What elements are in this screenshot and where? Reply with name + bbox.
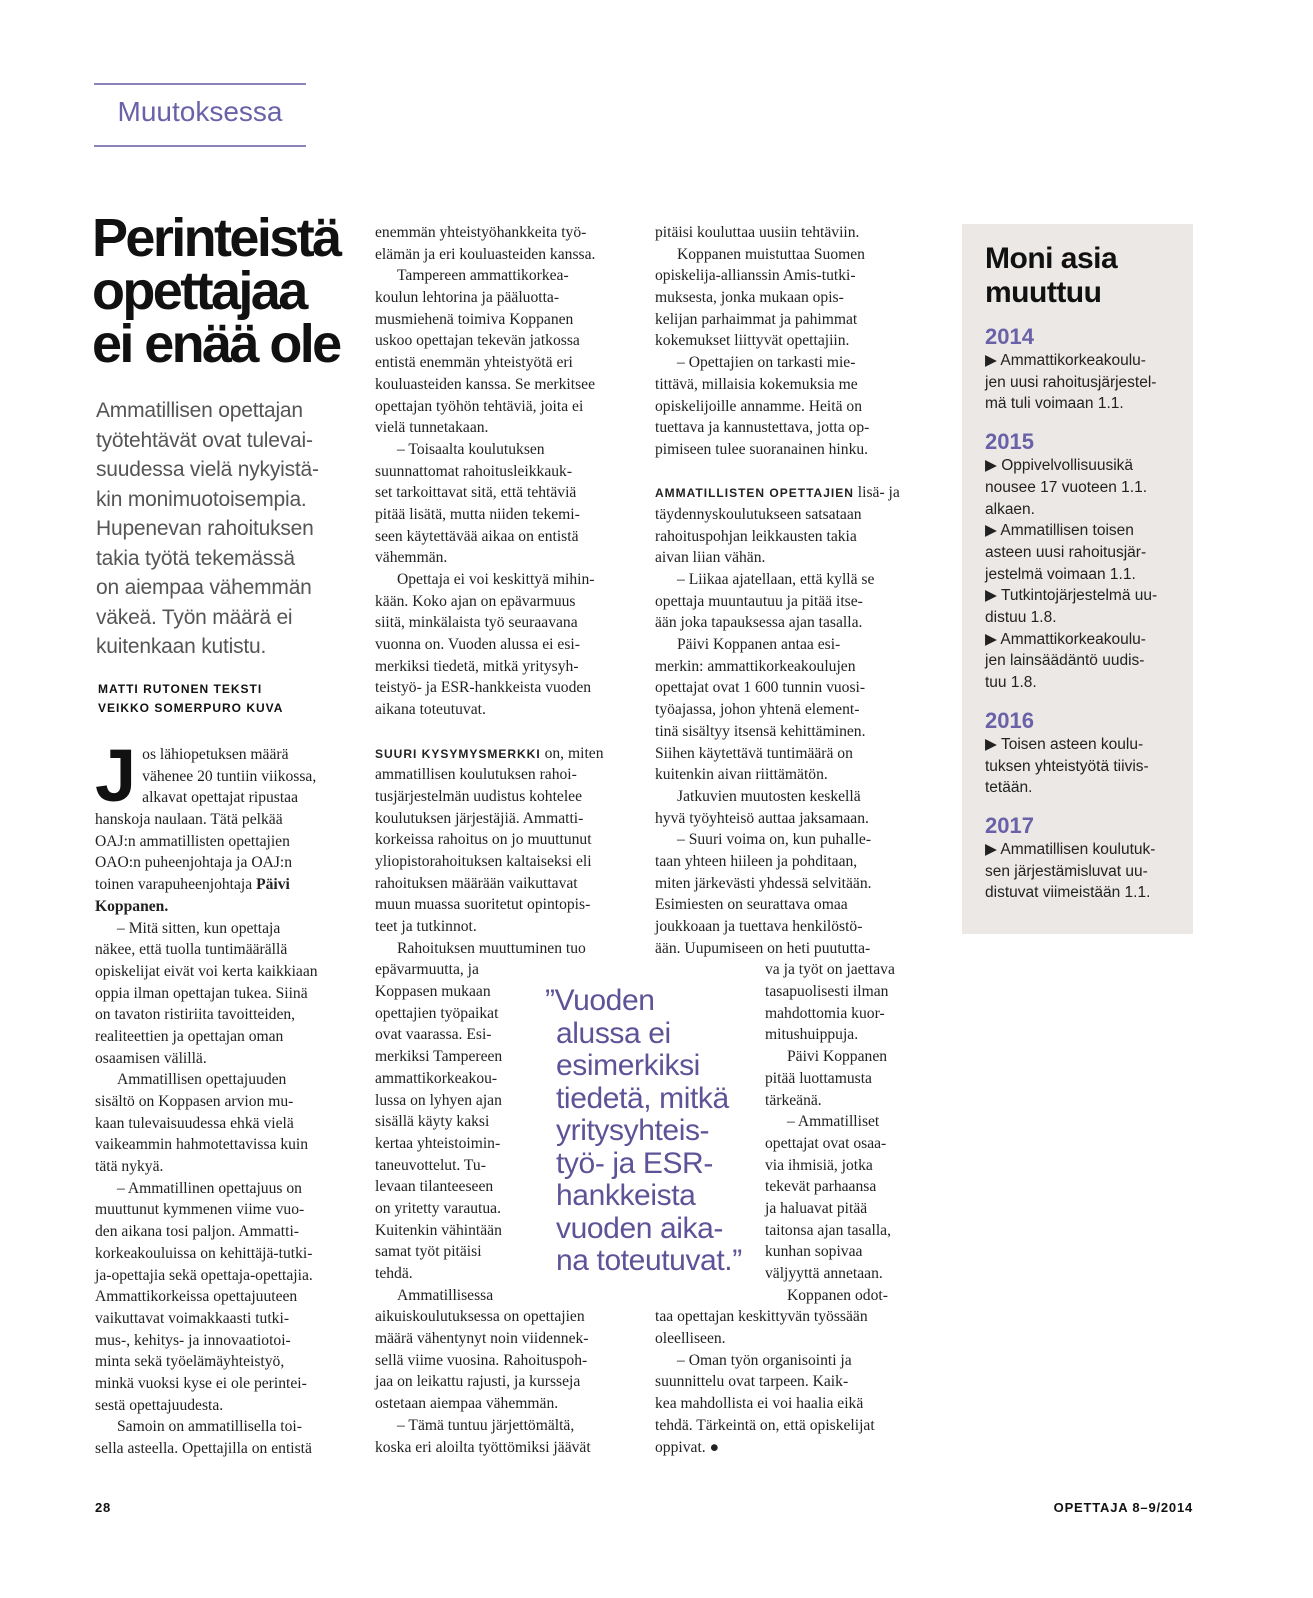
text-line: kään. Koko ajan on epävarmuus — [375, 592, 576, 610]
headline-line: Perinteistä — [92, 208, 340, 268]
text-line: aikuiskoulutuksessa on opettajien — [375, 1308, 585, 1326]
text-line: Koppanen muistuttaa Suomen — [677, 245, 865, 263]
timeline-item-line: distuvat viimeistään 1.1. — [985, 884, 1151, 902]
text-line: korkeissa rahoitus on jo muuttunut — [375, 831, 592, 849]
text-line: muun muassa suoritetut opintopis- — [375, 896, 591, 914]
text-line: koulun lehtorina ja pääluotta- — [375, 289, 560, 307]
headline — [92, 208, 340, 374]
lead-line: kin monimuotoisempia. — [96, 487, 307, 511]
text-line: taitonsa ajan tasalla, — [765, 1221, 891, 1239]
text-line: rahoituksen määrään vaikuttavat — [375, 874, 578, 892]
text-line: taneuvottelut. Tu- — [375, 1156, 486, 1174]
narrow-text-block — [375, 959, 525, 1306]
text-line: kuitenkin aivan riittämätön. — [655, 766, 828, 784]
text-line: enemmän yhteistyöhankkeita työ- — [375, 224, 587, 241]
paragraph — [765, 1285, 915, 1307]
paragraph — [95, 1069, 353, 1177]
text-line: korkeakouluissa on kehittäjä-tutki- — [95, 1244, 313, 1262]
paragraph — [655, 482, 913, 569]
text-line: opettajat ovat 1 600 tunnin vuosi- — [655, 679, 866, 697]
text-line: tuettava ja kannustettava, jotta op- — [655, 419, 870, 437]
timeline-year: 2017 — [985, 812, 1034, 838]
page-number: 28 — [95, 1500, 112, 1515]
bold-name: Päivi — [256, 876, 290, 894]
text-line: taan yhteen hiileen ja pohditaan, — [655, 852, 858, 870]
timeline-item — [985, 350, 1181, 415]
headline-line: opettajaa — [92, 261, 306, 321]
timeline-item — [985, 734, 1181, 799]
text-line: OAO:n puheenjohtaja ja OAJ:n — [95, 854, 293, 872]
text-line: minkä vuoksi kyse ei ole perintei- — [95, 1374, 307, 1392]
text-line: – Ammatillinen opettajuus on — [117, 1179, 302, 1197]
text-line: kaan tulevaisuudessa ehkä vielä — [95, 1114, 294, 1132]
text-line: oppia ilman opettajan tukea. Siinä — [95, 984, 308, 1002]
text-line: Ammatillisessa — [397, 1286, 494, 1304]
text-line: tekevät parhaansa — [765, 1178, 877, 1196]
article-column-1 — [95, 734, 353, 1460]
text-block — [375, 222, 633, 959]
text-line: Opettaja ei voi keskittyä mihin- — [397, 571, 595, 588]
text-line: – Oman työn organisointi ja — [677, 1351, 852, 1369]
timeline-item — [985, 585, 1181, 628]
text-line: tinä sisältyy itsensä kehittäminen. — [655, 722, 866, 740]
paragraph — [765, 1111, 915, 1285]
text-line: jaa on leikattu rajusti, ja kursseja — [375, 1373, 581, 1391]
paragraph — [375, 743, 633, 938]
text-line: sellä viime vuosina. Rahoituspoh- — [375, 1351, 588, 1369]
text-line: sestä opettajuudesta. — [95, 1396, 224, 1414]
byline-writer: MATTI RUTONEN TEKSTI — [98, 682, 263, 696]
text-line: kunhan sopivaa — [765, 1243, 863, 1261]
timeline-item-line: ▶ Toisen asteen koulu- — [985, 735, 1144, 753]
text-line: levaan tilanteeseen — [375, 1178, 494, 1196]
text-line: osaamisen välillä. — [95, 1049, 207, 1067]
text-block — [655, 1306, 913, 1458]
text-line: – Tämä tuntuu järjettömältä, — [397, 1416, 575, 1434]
text-line: on yritetty varautua. — [375, 1199, 502, 1217]
text-line: mus-, kehitys- ja innovaatiotoi- — [95, 1331, 291, 1349]
text-line: os lähiopetuksen määrä — [142, 746, 289, 763]
paragraph — [375, 1415, 633, 1458]
paragraph — [655, 786, 913, 829]
text-line: Ammattikorkeissa opettajuuteen — [95, 1288, 298, 1306]
timeline-item-line: mä tuli voimaan 1.1. — [985, 395, 1124, 413]
text-line: merkiksi tiedetä, mitkä yritysyh- — [375, 657, 579, 675]
pull-quote — [545, 985, 742, 1278]
text-line: pitäisi kouluttaa uusiin tehtäviin. — [655, 224, 860, 241]
text-line: opiskelija-allianssin Amis-tutki- — [655, 267, 856, 285]
text-line: toinen varapuheenjohtaja Päivi — [95, 876, 290, 894]
text-line: ään joka tapauksessa ajan tasalla. — [655, 614, 863, 632]
timeline-item-line: ▶ Ammatillisen koulutuk- — [985, 840, 1156, 858]
drop-cap: J — [95, 734, 137, 817]
text-line: tätä nykyä. — [95, 1158, 164, 1176]
text-line: vaikuttavat voimakkaasti tutki- — [95, 1309, 290, 1327]
pull-quote-line: ”Vuoden — [545, 984, 655, 1017]
text-line: sisällä käyty kaksi — [375, 1113, 490, 1131]
text-line: opettajat ovat osaa- — [765, 1134, 887, 1152]
text-line: oppivat. ● — [655, 1438, 719, 1456]
text-line: miten järkevästi yhdessä selvitään. — [655, 874, 872, 892]
text-line — [95, 896, 353, 918]
text-line: Rahoituksen muuttuminen tuo — [397, 939, 586, 957]
text-block — [655, 222, 913, 959]
bold-name: Koppanen. — [95, 897, 169, 915]
timeline-item-line: distuu 1.8. — [985, 609, 1057, 627]
text-line: täydennyskoulutukseen satsataan — [655, 505, 862, 523]
text-line: den aikana tosi paljon. Ammatti- — [95, 1223, 299, 1241]
text-line: sisältö on Koppasen arvion mu- — [95, 1093, 294, 1110]
text-line: Päivi Koppanen — [787, 1048, 888, 1066]
paragraph — [655, 352, 913, 460]
text-line: aikana toteutuvat. — [375, 701, 486, 719]
text-line: tittävä, millaisia kokemuksia me — [655, 375, 858, 393]
text-line: vähemmän. — [375, 549, 448, 567]
text-line: entistä enemmän yhteistyötä eri — [375, 354, 573, 372]
timeline-item-line: jen lainsäädäntö uudis- — [985, 652, 1145, 670]
text-line: koulutuksen järjestäjiä. Ammatti- — [375, 809, 584, 827]
text-line: opettajan työhön tehtäviä, joita ei — [375, 397, 584, 415]
timeline-item-line: alkaen. — [985, 500, 1035, 518]
text-line: teistyö- ja ESR-hankkeista vuoden — [375, 679, 592, 697]
lead-line: kuitenkaan kutistu. — [96, 635, 267, 658]
timeline-sidebar — [962, 224, 1193, 934]
text-line: pitää luottamusta — [765, 1069, 872, 1087]
text-block — [375, 1306, 633, 1458]
text-line: vuonna on. Vuoden alussa ei esi- — [375, 636, 580, 654]
paragraph — [375, 569, 633, 721]
text-line: tusjärjestelmän uudistus kohtelee — [375, 787, 583, 805]
narrow-text-block — [765, 959, 915, 1306]
lead-in: SUURI KYSYMYSMERKKI — [375, 746, 541, 761]
timeline-item-line: sen järjestämisluvat uu- — [985, 862, 1148, 880]
paragraph — [375, 439, 633, 569]
paragraph — [375, 265, 633, 439]
text-line: – Mitä sitten, kun opettaja — [117, 919, 281, 937]
timeline-item-line: ▶ Tutkintojärjestelmä uu- — [985, 587, 1158, 605]
text-line: taa opettajan keskittyvän työssään — [655, 1308, 868, 1326]
text-line: tehdä. — [375, 1265, 413, 1282]
paragraph — [95, 1416, 353, 1459]
timeline-item-line: tuksen yhteistyötä tiivis- — [985, 757, 1149, 775]
text-line: ostetaan aiempaa vähemmän. — [375, 1395, 559, 1413]
text-line: via ihmisiä, jotka — [765, 1156, 873, 1174]
text-line: teet ja tutkinnot. — [375, 918, 477, 935]
text-line: Samoin on ammatillisella toi- — [117, 1418, 302, 1436]
text-line: ammatillisen koulutuksen rahoi- — [375, 766, 577, 784]
text-line: vaikeammin hahmotettavissa kuin — [95, 1136, 309, 1154]
timeline-year: 2014 — [985, 324, 1034, 349]
pull-quote-line: vuoden aika- — [556, 1211, 723, 1245]
text-line: kouluasteiden kanssa. Se merkitsee — [375, 375, 595, 393]
timeline-item — [985, 520, 1181, 585]
text-line: mitushuippuja. — [765, 1026, 859, 1044]
text-line: realiteettien ja opettajan oman — [95, 1027, 284, 1045]
text-line: lussa on lyhyen ajan — [375, 1091, 502, 1109]
timeline-item-line: tuu 1.8. — [985, 674, 1037, 692]
text-line: koska eri aloilta työttömiksi jäävät — [375, 1438, 591, 1456]
timeline-year: 2016 — [985, 707, 1034, 733]
text-line: sella asteella. Opettajilla on entistä — [95, 1440, 312, 1457]
text-line: – Liikaa ajatellaan, että kyllä se — [677, 571, 875, 588]
text-line: SUURI KYSYMYSMERKKI on, miten — [375, 744, 604, 762]
timeline-item-line: ▶ Ammattikorkeakoulu- — [985, 630, 1146, 648]
text-line: Ammatillisen opettajuuden — [117, 1071, 287, 1089]
text-line: Siihen käytettävä tuntimäärä on — [655, 744, 853, 762]
text-line: Jatkuvien muutosten keskellä — [677, 787, 861, 805]
text-line: AMMATILLISTEN OPETTAJIEN lisä- ja — [655, 484, 900, 502]
text-line: muksesta, jonka mukaan opis- — [655, 289, 844, 307]
text-line: suunnattomat rahoitusleikkauk- — [375, 462, 573, 480]
paragraph — [95, 734, 353, 918]
timeline-item-line: jestelmä voimaan 1.1. — [985, 565, 1136, 583]
text-line: minta sekä työelämäyhteistyö, — [95, 1353, 285, 1371]
text-line: työajassa, johon yhtenä element- — [655, 701, 860, 719]
section-rule-top — [94, 83, 306, 85]
lead-line: on aiempaa vähemmän — [96, 576, 312, 599]
text-block — [95, 734, 353, 1460]
text-line: ään. Uupumiseen on heti puututta- — [655, 939, 871, 957]
text-line: – Suuri voima on, kun puhalle- — [677, 831, 872, 849]
lead-line: työtehtävät ovat tulevai- — [96, 428, 313, 452]
publication-issue: OPETTAJA 8–9/2014 — [1053, 1500, 1193, 1515]
text-line: hanskoja naulaan. Tätä pelkää — [95, 811, 283, 829]
text-line: joukkoaan ja tuettava henkilöstö- — [655, 918, 863, 935]
text-line: määrä vähentynyt noin viidennek- — [375, 1330, 589, 1348]
text-line: vähenee 20 tuntiin viikossa, — [142, 767, 317, 785]
text-line: Koppasen mukaan — [375, 983, 491, 1001]
text-line: merkin: ammattikorkeakoulujen — [655, 657, 856, 675]
paragraph — [765, 1046, 915, 1111]
timeline-item-line: ▶ Ammattikorkeakoulu- — [985, 352, 1146, 369]
text-line: tehdä. Tärkeintä on, että opiskelijat — [655, 1416, 875, 1434]
pull-quote-line: alussa ei — [556, 1016, 671, 1050]
lead-line: väkeä. Työn määrä ei — [96, 605, 293, 629]
sidebar-title-line: muuttuu — [985, 276, 1102, 309]
section-label: Muutoksessa — [117, 96, 283, 127]
text-line: epävarmuutta, ja — [375, 961, 479, 979]
text-line: suunnittelu ovat tarpeen. Kaik- — [655, 1373, 849, 1391]
text-line: opettajien työpaikat — [375, 1004, 499, 1022]
text-line: set tarkoittavat sitä, että tehtäviä — [375, 484, 577, 502]
lead-line: takia työtä tekemässä — [96, 546, 295, 570]
text-line: ja haluavat pitää — [765, 1199, 868, 1217]
text-line: vielä tunnetakaan. — [375, 419, 489, 437]
text-line: oleelliseen. — [655, 1330, 726, 1348]
text-line: opettaja muuntautuu ja pitää itse- — [655, 592, 863, 610]
paragraph — [375, 1285, 525, 1307]
lead-line: suudessa vielä nykyistä- — [96, 458, 319, 481]
timeline-item — [985, 839, 1181, 904]
text-line: Päivi Koppanen antaa esi- — [677, 636, 841, 654]
text-line: ja-opettajia sekä opettaja-opettajia. — [95, 1266, 313, 1284]
sidebar-title-line: Moni asia — [985, 242, 1118, 275]
text-line: kertaa yhteistoimin- — [375, 1134, 501, 1152]
lead-line: Hupenevan rahoituksen — [96, 517, 314, 540]
text-line: – Toisaalta koulutuksen — [397, 440, 545, 458]
pull-quote-line: na toteutuvat.” — [556, 1244, 742, 1277]
text-line: tasapuolisesti ilman — [765, 983, 889, 1001]
text-line: yliopistorahoituksen kaltaiseksi eli — [375, 852, 592, 870]
text-line: kea mahdollista ei voi haalia eikä — [655, 1395, 864, 1413]
paragraph — [375, 222, 633, 265]
paragraph — [655, 634, 913, 786]
text-line: – Ammatilliset — [787, 1113, 880, 1131]
text-line: opiskelijat eivät voi kerta kaikkiaan — [95, 962, 318, 980]
paragraph — [655, 569, 913, 634]
text-line: kelijan parhaimmat ja pahimmat — [655, 310, 858, 328]
timeline-item — [985, 455, 1181, 520]
timeline-item-line: ▶ Oppivelvollisuusikä — [985, 457, 1134, 475]
paragraph — [655, 244, 913, 352]
timeline-item-line: asteen uusi rahoitusjär- — [985, 543, 1147, 561]
timeline-item-line: jen uusi rahoitusjärjestel- — [985, 373, 1157, 391]
text-line: merkiksi Tampereen — [375, 1048, 503, 1066]
timeline-item-line: ▶ Ammatillisen toisen — [985, 522, 1134, 540]
byline — [98, 680, 283, 717]
timeline-item — [985, 629, 1181, 694]
text-line: tärkeänä. — [765, 1091, 822, 1109]
text-line: aivan liian vähän. — [655, 549, 766, 567]
text-line: mahdottomia kuor- — [765, 1004, 885, 1022]
text-line: pimiseen tulee suoranainen hinku. — [655, 440, 869, 458]
headline-line: ei enää ole — [92, 314, 340, 374]
paragraph — [375, 959, 525, 1284]
text-line: rahoituspohjan leikkausten takia — [655, 527, 857, 545]
text-line: ammattikorkeakou- — [375, 1069, 498, 1087]
text-line: – Opettajien on tarkasti mie- — [677, 354, 856, 372]
text-line: näkee, että tuolla tuntimäärällä — [95, 941, 288, 959]
paragraph — [655, 1306, 913, 1349]
timeline-year: 2015 — [985, 429, 1034, 455]
paragraph — [95, 1178, 353, 1417]
text-line: ovat vaarassa. Esi- — [375, 1026, 492, 1044]
sidebar-title — [985, 242, 1181, 310]
byline-photographer: VEIKKO SOMERPURO KUVA — [98, 700, 284, 715]
text-line: pitää lisätä, mutta niiden tekemi- — [375, 505, 580, 523]
text-line: OAJ:n ammatillisten opettajien — [95, 832, 290, 850]
text-line: opiskelijoille annamme. Heitä on — [655, 397, 862, 415]
lead-line: Ammatillisen opettajan — [96, 399, 303, 422]
pull-quote-line: esimerkiksi — [556, 1049, 700, 1082]
text-line: elämän ja eri kouluasteiden kanssa. — [375, 245, 596, 263]
text-line: Kuitenkin vähintään — [375, 1221, 502, 1239]
text-line: on tavaton ristiriita tavoitteiden, — [95, 1006, 296, 1024]
text-line: siitä, minkälaista työ seuraavana — [375, 614, 578, 632]
text-line: alkavat opettajat ripustaa — [142, 789, 299, 807]
section-rule-bottom — [94, 145, 306, 147]
pull-quote-line: tiedetä, mitkä — [556, 1081, 729, 1115]
paragraph — [655, 222, 913, 244]
pull-quote-line: yritysyhteis- — [556, 1114, 710, 1147]
text-line: väljyyttä annetaan. — [765, 1265, 883, 1282]
text-line: hyvä työyhteisö auttaa jaksamaan. — [655, 809, 869, 827]
paragraph — [655, 1350, 913, 1458]
text-line: va ja työt on jaettava — [765, 961, 895, 979]
text-line: seen käytettävää aikaa on entistä — [375, 527, 579, 545]
text-line: musmiehenä toimiva Koppanen — [375, 310, 574, 328]
timeline-item-line: nousee 17 vuoteen 1.1. — [985, 478, 1148, 496]
text-line: Esimiesten on seurattava omaa — [655, 896, 848, 914]
text-line: uskoo opettajan tekevän jatkossa — [375, 332, 580, 350]
pull-quote-line: työ- ja ESR- — [556, 1146, 713, 1180]
text-line: samat työt pitäisi — [375, 1243, 482, 1261]
text-line: Tampereen ammattikorkea- — [397, 267, 569, 285]
paragraph — [375, 1306, 633, 1414]
paragraph — [375, 938, 633, 960]
pull-quote-line: hankkeista — [556, 1179, 696, 1212]
paragraph — [655, 829, 913, 959]
paragraph — [765, 959, 915, 1046]
paragraph — [95, 918, 353, 1070]
text-line: Koppanen odot- — [787, 1286, 888, 1304]
text-line: kokemukset liittyvät opettajiin. — [655, 332, 850, 350]
timeline-item-line: tetään. — [985, 779, 1033, 797]
lead-paragraph — [96, 396, 319, 662]
lead-in: AMMATILLISTEN OPETTAJIEN — [655, 486, 854, 501]
text-line: muuttunut kymmenen viime vuo- — [95, 1201, 305, 1219]
